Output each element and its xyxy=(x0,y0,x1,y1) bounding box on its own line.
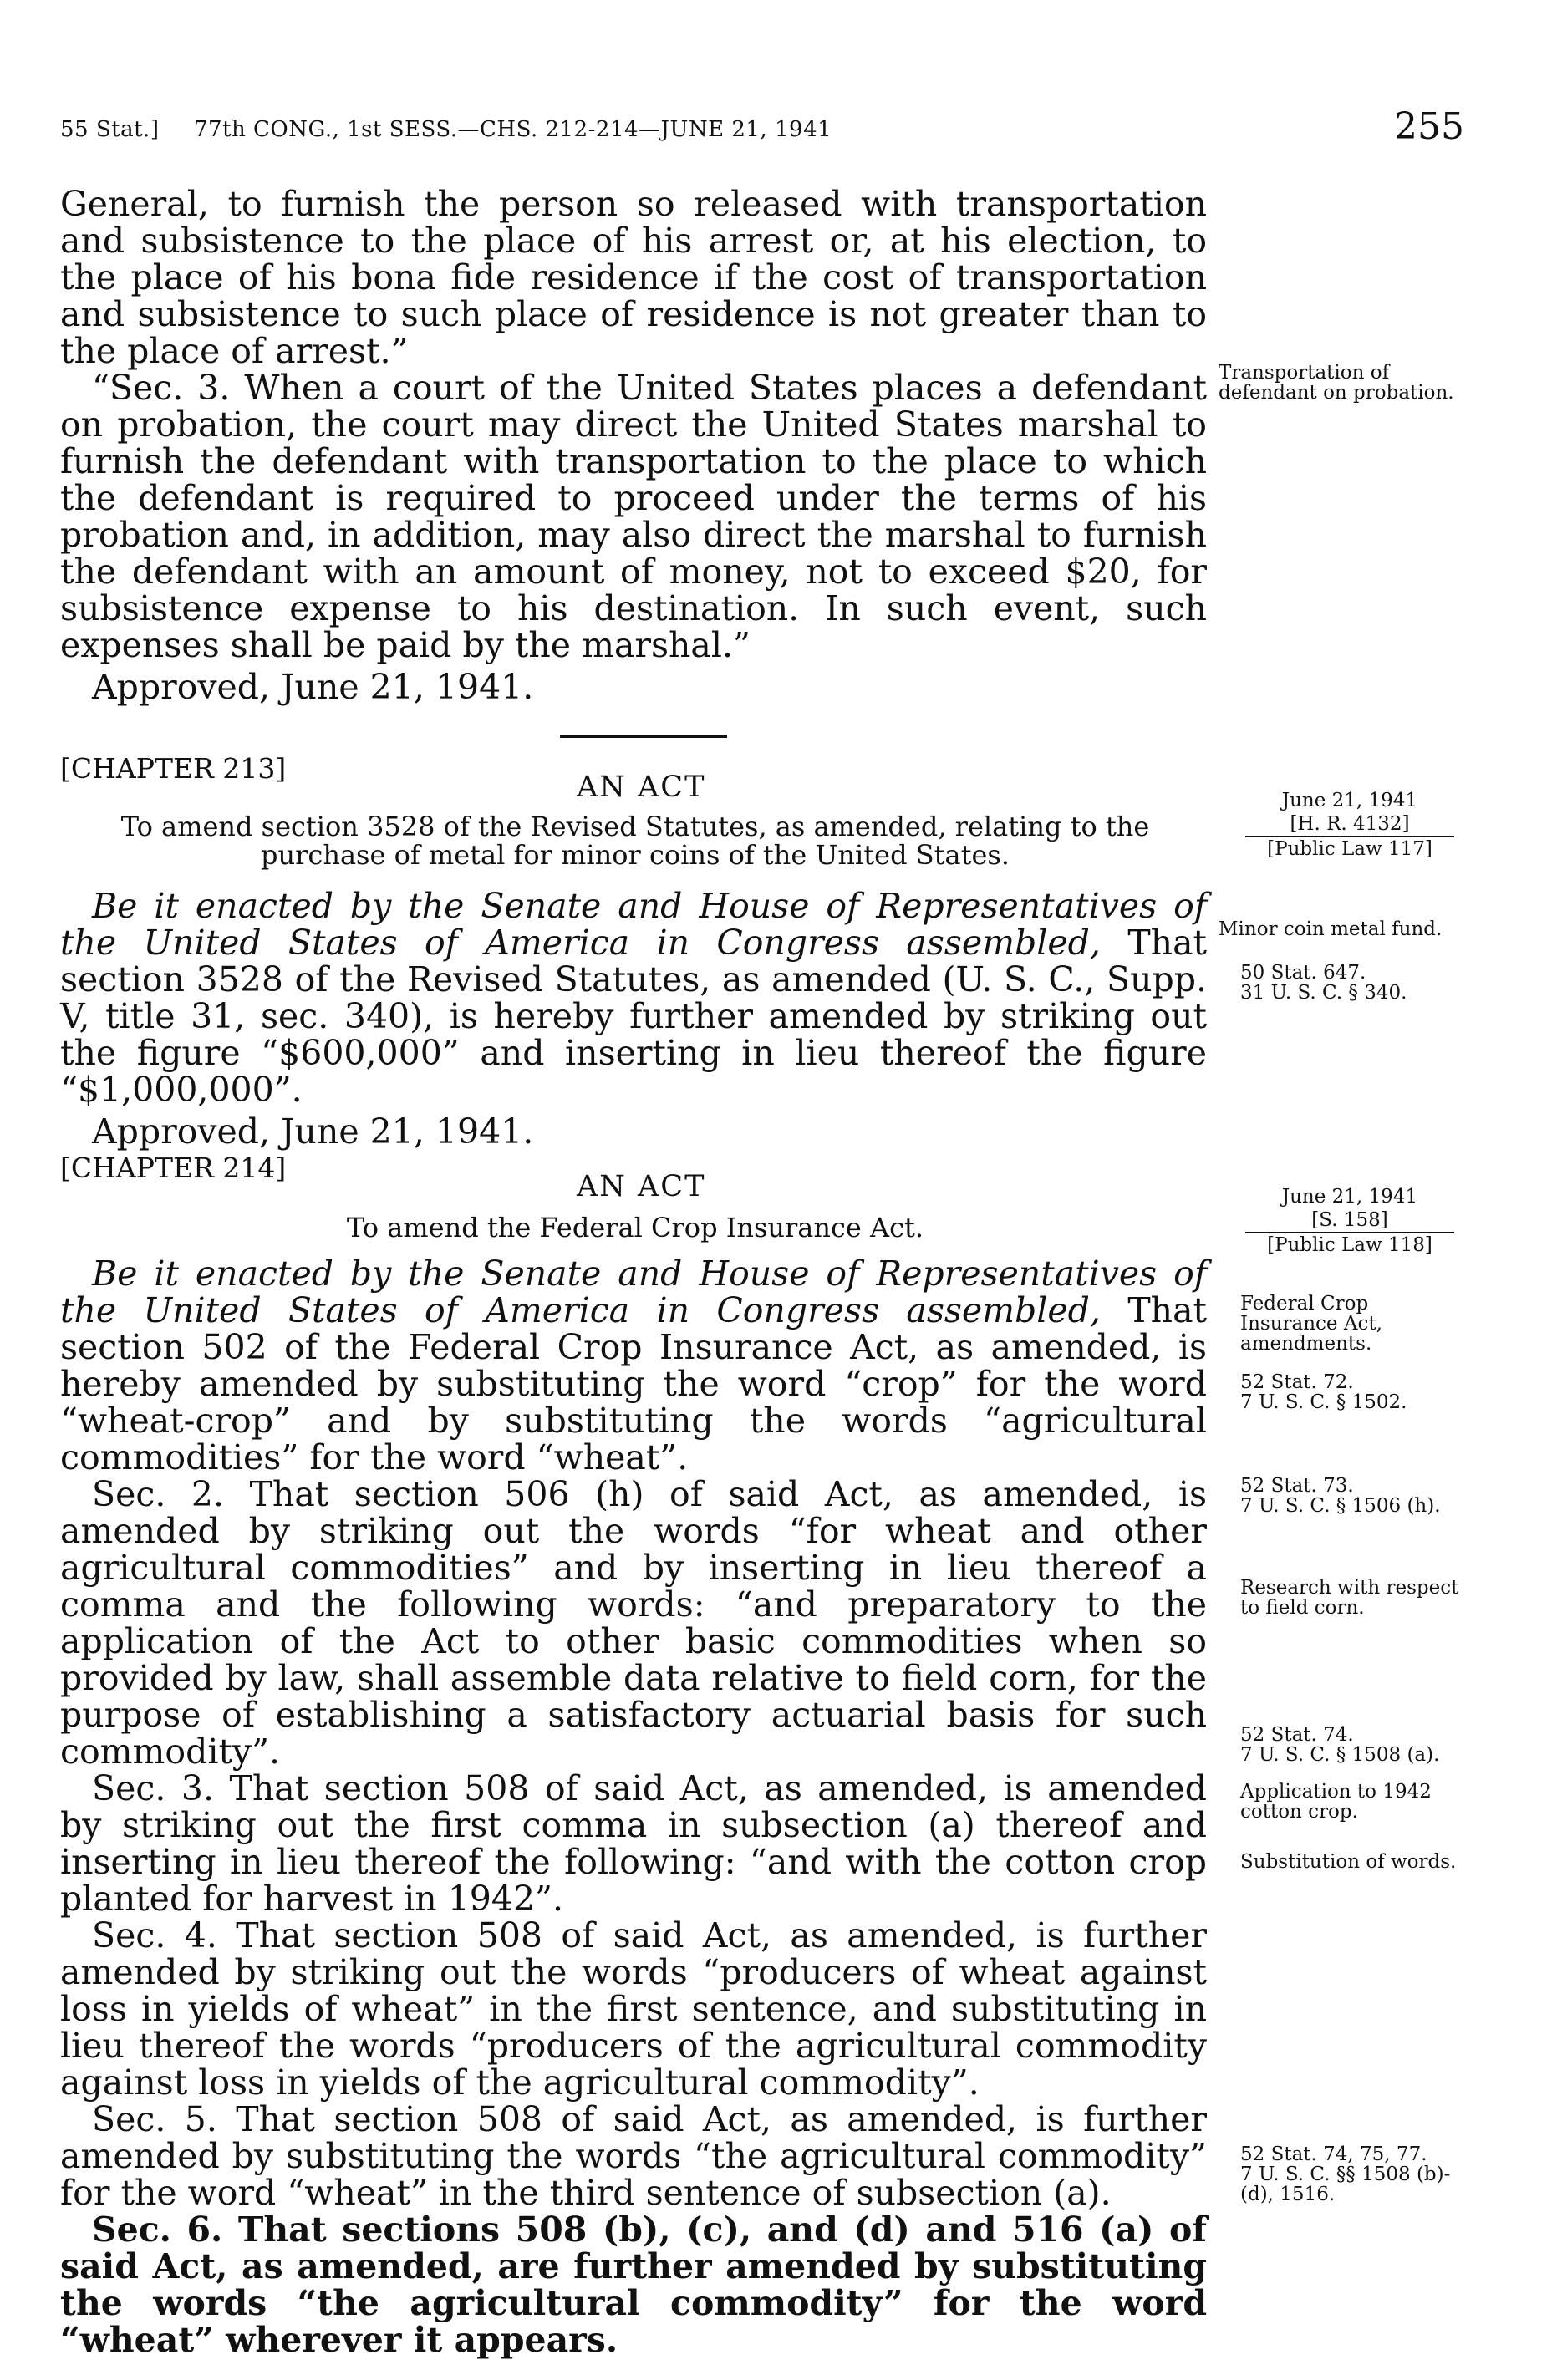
section-divider xyxy=(560,735,727,738)
margin-cite-52-stat-73: 52 Stat. 73. xyxy=(1240,1475,1354,1497)
margin-note-minor-coin: Minor coin metal fund. xyxy=(1219,918,1443,940)
page-number: 255 xyxy=(1394,105,1464,148)
continuation-paragraph: General, to furnish the person so released with transportation and subsistence to the place of his arrest or, at his election, to the place of his bona fide residence if the cost of transportation and subsistence to such place of residence is not greater than to the place of arrest.” xyxy=(60,184,1207,371)
margin-note-cotton: Application to 1942 cotton crop. xyxy=(1240,1781,1432,1823)
chapter-214-sec1-text: That section 502 of the Federal Crop Insurance Act, as amended, is hereby amended by substituting the word “crop” for the word “wheat-crop” and by substituting the words “agricultural commodities” for the word “wheat”. xyxy=(60,1290,1207,1477)
chapter-214-margin-box xyxy=(1245,1185,1454,1257)
margin-note-field-corn: Research with respect to field corn. xyxy=(1240,1577,1459,1619)
chapter-214-title: To amend the Federal Crop Insurance Act. xyxy=(346,1212,924,1243)
chapter-214-section-6: Sec. 6. That sections 508 (b), (c), and (d) and 516 (a) of said Act, as amended, are further amended by substituting the words “the agricultural commodity” for the word “wheat” wherever it appears. xyxy=(60,2210,1207,2360)
chapter-213-margin-box xyxy=(1245,789,1454,861)
margin-cite-1508a: 7 U. S. C. § 1508 (a). xyxy=(1240,1744,1440,1766)
margin-note-substitution: Substitution of words. xyxy=(1240,1851,1457,1873)
margin-cite-52-stat-74: 52 Stat. 74. xyxy=(1240,1724,1354,1746)
chapter-213-label: [CHAPTER 213] xyxy=(60,752,287,785)
header-volume: 55 Stat.] xyxy=(60,117,160,142)
chapter-213-text xyxy=(60,887,1207,1108)
chapter-214-heading: AN ACT xyxy=(577,1170,706,1203)
chapter-214-bill: [S. 158] xyxy=(1245,1208,1454,1233)
margin-cite-1508bd-1516: 7 U. S. C. §§ 1508 (b)-(d), 1516. xyxy=(1240,2164,1451,2205)
chapter-213-date: June 21, 1941 xyxy=(1281,790,1418,811)
chapter-214-label: [CHAPTER 214] xyxy=(60,1152,287,1184)
section-3-paragraph: “Sec. 3. When a court of the United States places a defendant on probation, the court may direct the United States marshal to furnish the defendant with transportation to the place to which the defendant is required to proceed under the terms of his probation and, in addition, may also direct the marshal to furnish the defendant with an amount of money, not to exceed $20, for subsistence expense to his destination. In such event, such expenses shall be paid by the marshal.” xyxy=(60,368,1207,665)
margin-citation-31-usc: 31 U. S. C. § 340. xyxy=(1240,982,1407,1004)
margin-cite-1506h: 7 U. S. C. § 1506 (h). xyxy=(1240,1495,1441,1517)
chapter-214-section-3: Sec. 3. That section 508 of said Act, as amended, is amended by striking out the first comma in subsection (a) thereof and inserting in lieu thereof the following: “and with the cotton crop planted for harvest in 1942”. xyxy=(60,1768,1207,1919)
chapter-213-approved: Approved, June 21, 1941. xyxy=(92,1111,534,1152)
chapter-213-title: To amend section 3528 of the Revised Statutes, as amended, relating to the purchase of metal for minor coins of the United States. xyxy=(120,811,1150,871)
chapter-214-section-1 xyxy=(60,1255,1207,1476)
chapter-214-section-2: Sec. 2. That section 506 (h) of said Act, as amended, is amended by striking out the words “for wheat and other agricultural commodities” and by inserting in lieu thereof a comma and the following words: “and preparatory to the application of the Act to other basic commodities when so provided by law, shall assemble data relative to field corn, for the purpose of establishing a satisfactory actuarial basis for such commodity”. xyxy=(60,1474,1207,1772)
margin-cite-52-stat-72: 52 Stat. 72. xyxy=(1240,1371,1354,1393)
margin-cite-52-stat-74-77: 52 Stat. 74, 75, 77. xyxy=(1240,2144,1427,2165)
chapter-214-body xyxy=(60,1255,1207,2358)
margin-note-transportation: Transportation of defendant on probation. xyxy=(1219,362,1454,404)
margin-citation-50-stat: 50 Stat. 647. xyxy=(1240,962,1366,984)
chapter-213-heading: AN ACT xyxy=(577,770,706,804)
chapter-214-section-5: Sec. 5. That section 508 of said Act, as amended, is further amended by substituting the words “the agricultural commodity” for the word “wheat” in the third sentence of subsection (a). xyxy=(60,2099,1207,2213)
continuation-block xyxy=(60,186,1207,705)
margin-note-crop-insurance: Federal Crop Insurance Act, amendments. xyxy=(1240,1293,1382,1355)
chapter-213-section: That section 3528 of the Revised Statutes, as amended (U. S. C., Supp. V, title 31, sec. 340), is hereby further amended by striking out the figure “$600,000” and inserting in lieu thereof the figure “$1,000,000”. xyxy=(60,923,1207,1110)
chapter-214-law: [Public Law 118] xyxy=(1267,1234,1432,1256)
enacting-clause-213: Be it enacted by the Senate and House of Representatives of the United States of America in Congress assembled, xyxy=(60,886,1207,963)
chapter-213-law: [Public Law 117] xyxy=(1267,838,1432,860)
chapter-213-bill: [H. R. 4132] xyxy=(1245,812,1454,837)
chapter-213-body xyxy=(60,887,1207,1150)
running-header xyxy=(60,105,1464,167)
approved-line: Approved, June 21, 1941. xyxy=(92,667,534,707)
chapter-214-date: June 21, 1941 xyxy=(1281,1186,1418,1208)
header-session: 77th CONG., 1st SESS.—CHS. 212-214—JUNE 21, 1941 xyxy=(194,117,832,142)
chapter-214-section-4: Sec. 4. That section 508 of said Act, as amended, is further amended by striking out the words “producers of wheat against loss in yields of wheat” in the first sentence, and substituting in lieu thereof the words “producers of the agricultural commodity against loss in yields of the agricultural commodity”. xyxy=(60,1915,1207,2103)
enacting-clause-214: Be it enacted by the Senate and House of Representatives of the United States of America in Congress assembled, xyxy=(60,1254,1207,1330)
margin-cite-1502: 7 U. S. C. § 1502. xyxy=(1240,1391,1407,1413)
